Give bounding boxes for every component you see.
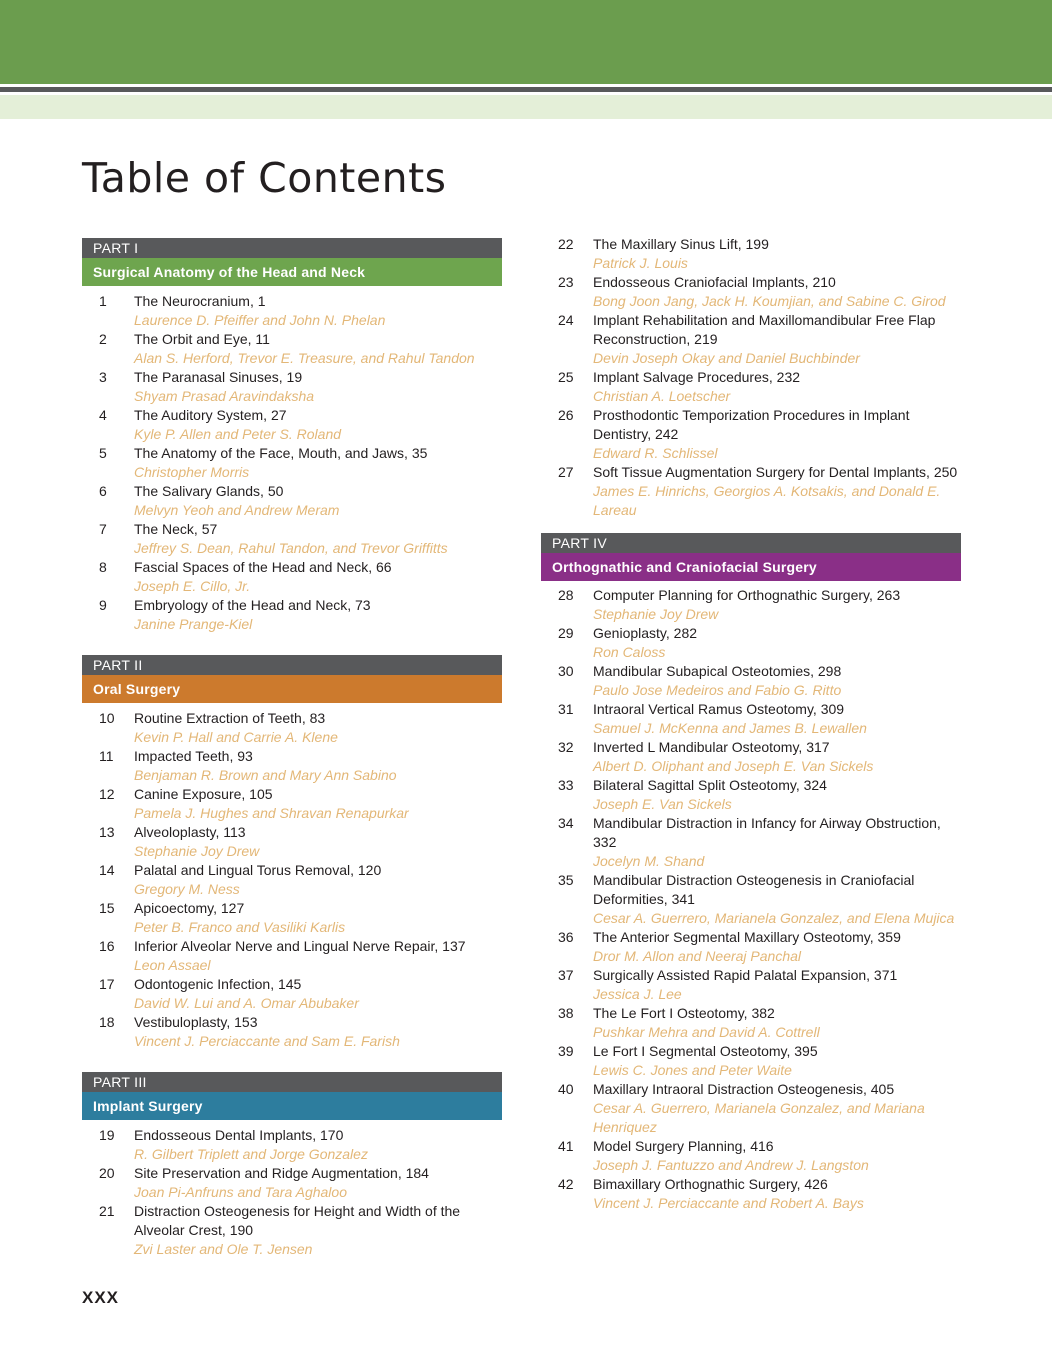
part-2-header	[82, 655, 502, 703]
chapter-number: 31	[558, 701, 574, 717]
chapter-entry[interactable]	[82, 747, 502, 785]
chapter-authors: Janine Prange-Kiel	[134, 616, 253, 632]
chapter-entry[interactable]	[82, 520, 502, 558]
chapter-authors: Christian A. Loetscher	[593, 388, 731, 404]
chapter-entry[interactable]	[541, 1004, 961, 1042]
chapter-entry[interactable]	[82, 861, 502, 899]
chapter-authors: Ron Caloss	[593, 644, 666, 660]
part-1-label: PART I	[82, 238, 502, 258]
chapter-entry[interactable]	[541, 1042, 961, 1080]
chapter-number: 39	[558, 1043, 574, 1059]
chapter-number: 23	[558, 274, 574, 290]
chapter-authors: Joseph E. Van Sickels	[593, 796, 732, 812]
chapter-number: 18	[99, 1014, 115, 1030]
chapter-authors: Joan Pi-Anfruns and Tara Aghaloo	[134, 1184, 347, 1200]
chapter-title: Inferior Alveolar Nerve and Lingual Nerve Repair, 137	[134, 938, 466, 954]
chapter-number: 34	[558, 815, 574, 831]
chapter-number: 8	[99, 559, 107, 575]
chapter-authors: Patrick J. Louis	[593, 255, 688, 271]
part-1-chapter-list	[82, 292, 502, 634]
chapter-title: Canine Exposure, 105	[134, 786, 273, 802]
chapter-number: 25	[558, 369, 574, 385]
chapter-authors: R. Gilbert Triplett and Jorge Gonzalez	[134, 1146, 368, 1162]
chapter-title: Genioplasty, 282	[593, 625, 698, 641]
chapter-authors: Peter B. Franco and Vasiliki Karlis	[134, 919, 346, 935]
chapter-title: The Le Fort I Osteotomy, 382	[593, 1005, 775, 1021]
chapter-title: Mandibular Distraction in Infancy for Airway Obstruction, 332	[593, 815, 941, 850]
chapter-entry[interactable]	[541, 871, 961, 928]
chapter-authors: Pamela J. Hughes and Shravan Renapurkar	[134, 805, 409, 821]
chapter-number: 15	[99, 900, 115, 916]
chapter-authors: Jessica J. Lee	[593, 986, 682, 1002]
chapter-entry[interactable]	[541, 776, 961, 814]
chapter-entry[interactable]	[541, 928, 961, 966]
page-title: Table of Contents	[82, 154, 447, 202]
chapter-title: Mandibular Distraction Osteogenesis in Craniofacial Deformities, 341	[593, 872, 915, 907]
chapter-entry[interactable]	[541, 1175, 961, 1213]
part-3-continued-chapter-list	[541, 235, 961, 520]
chapter-entry[interactable]	[82, 975, 502, 1013]
chapter-authors: David W. Lui and A. Omar Abubaker	[134, 995, 359, 1011]
chapter-number: 2	[99, 331, 107, 347]
chapter-authors: Devin Joseph Okay and Daniel Buchbinder	[593, 350, 860, 366]
chapter-entry[interactable]	[541, 738, 961, 776]
chapter-entry[interactable]	[541, 463, 961, 520]
chapter-title: The Salivary Glands, 50	[134, 483, 284, 499]
part-2-chapter-list	[82, 709, 502, 1051]
chapter-title: Endosseous Craniofacial Implants, 210	[593, 274, 836, 290]
chapter-number: 33	[558, 777, 574, 793]
chapter-number: 12	[99, 786, 115, 802]
chapter-title: Vestibuloplasty, 153	[134, 1014, 258, 1030]
header-light-band	[0, 95, 1052, 119]
chapter-entry[interactable]	[541, 662, 961, 700]
chapter-title: Distraction Osteogenesis for Height and Width of the Alveolar Crest, 190	[134, 1203, 461, 1238]
chapter-entry[interactable]	[541, 273, 961, 311]
chapter-entry[interactable]	[541, 1080, 961, 1137]
part-3-header	[82, 1072, 502, 1120]
chapter-number: 16	[99, 938, 115, 954]
chapter-authors: Melvyn Yeoh and Andrew Meram	[134, 502, 340, 518]
chapter-number: 35	[558, 872, 574, 888]
chapter-title: The Auditory System, 27	[134, 407, 287, 423]
chapter-entry[interactable]	[82, 1202, 502, 1259]
right-column	[541, 235, 961, 1213]
part-3-title: Implant Surgery	[82, 1092, 502, 1120]
chapter-entry[interactable]	[82, 292, 502, 330]
part-2-title: Oral Surgery	[82, 675, 502, 703]
chapter-title: Palatal and Lingual Torus Removal, 120	[134, 862, 382, 878]
chapter-number: 30	[558, 663, 574, 679]
chapter-entry[interactable]	[541, 966, 961, 1004]
chapter-entry[interactable]	[82, 330, 502, 368]
chapter-number: 3	[99, 369, 107, 385]
chapter-authors: Christopher Morris	[134, 464, 250, 480]
chapter-authors: Lewis C. Jones and Peter Waite	[593, 1062, 792, 1078]
chapter-number: 14	[99, 862, 115, 878]
part-4-title: Orthognathic and Craniofacial Surgery	[541, 553, 961, 581]
chapter-number: 37	[558, 967, 574, 983]
chapter-number: 24	[558, 312, 574, 328]
chapter-entry[interactable]	[82, 406, 502, 444]
chapter-number: 26	[558, 407, 574, 423]
chapter-authors: Vincent J. Perciaccante and Robert A. Bays	[593, 1195, 864, 1211]
header-green-band	[0, 0, 1052, 84]
chapter-entry[interactable]	[541, 368, 961, 406]
chapter-title: Surgically Assisted Rapid Palatal Expansion, 371	[593, 967, 898, 983]
chapter-entry[interactable]	[541, 586, 961, 624]
chapter-number: 36	[558, 929, 574, 945]
chapter-title: The Paranasal Sinuses, 19	[134, 369, 303, 385]
chapter-entry[interactable]	[541, 1137, 961, 1175]
chapter-number: 40	[558, 1081, 574, 1097]
chapter-number: 20	[99, 1165, 115, 1181]
chapter-entry[interactable]	[82, 558, 502, 596]
chapter-title: The Orbit and Eye, 11	[134, 331, 270, 347]
chapter-authors: Leon Assael	[134, 957, 211, 973]
chapter-authors: Alan S. Herford, Trevor E. Treasure, and Rahul Tandon	[134, 350, 475, 366]
part-1-title: Surgical Anatomy of the Head and Neck	[82, 258, 502, 286]
chapter-authors: Joseph J. Fantuzzo and Andrew J. Langston	[593, 1157, 869, 1173]
chapter-title: Impacted Teeth, 93	[134, 748, 253, 764]
part-4-label: PART IV	[541, 533, 961, 553]
header-gray-rule	[0, 87, 1052, 92]
chapter-title: Inverted L Mandibular Osteotomy, 317	[593, 739, 830, 755]
chapter-authors: Kyle P. Allen and Peter S. Roland	[134, 426, 342, 442]
chapter-entry[interactable]	[541, 700, 961, 738]
chapter-entry[interactable]	[82, 709, 502, 747]
chapter-title: Bilateral Sagittal Split Osteotomy, 324	[593, 777, 827, 793]
chapter-entry[interactable]	[82, 444, 502, 482]
chapter-title: Odontogenic Infection, 145	[134, 976, 302, 992]
chapter-entry[interactable]	[82, 785, 502, 823]
chapter-number: 27	[558, 464, 574, 480]
chapter-number: 1	[99, 293, 107, 309]
chapter-title: Implant Salvage Procedures, 232	[593, 369, 801, 385]
chapter-number: 6	[99, 483, 107, 499]
chapter-entry[interactable]	[82, 482, 502, 520]
chapter-entry[interactable]	[82, 368, 502, 406]
part-2-label: PART II	[82, 655, 502, 675]
chapter-title: Implant Rehabilitation and Maxillomandibular Free Flap Reconstruction, 219	[593, 312, 936, 347]
chapter-authors: Dror M. Allon and Neeraj Panchal	[593, 948, 802, 964]
chapter-authors: Stephanie Joy Drew	[593, 606, 719, 622]
part-4-chapter-list	[541, 586, 961, 1213]
chapter-title: The Neurocranium, 1	[134, 293, 266, 309]
part-3-label: PART III	[82, 1072, 502, 1092]
part-3-chapter-list	[82, 1126, 502, 1259]
chapter-number: 38	[558, 1005, 574, 1021]
part-1-header	[82, 238, 502, 286]
chapter-title: Endosseous Dental Implants, 170	[134, 1127, 344, 1143]
chapter-title: The Anterior Segmental Maxillary Osteotomy, 359	[593, 929, 901, 945]
chapter-authors: Shyam Prasad Aravindaksha	[134, 388, 315, 404]
chapter-authors: Paulo Jose Medeiros and Fabio G. Ritto	[593, 682, 842, 698]
chapter-title: The Neck, 57	[134, 521, 218, 537]
chapter-authors: Bong Joon Jang, Jack H. Koumjian, and Sabine C. Girod	[593, 293, 946, 309]
chapter-authors: Cesar A. Guerrero, Marianela Gonzalez, and Elena Mujica	[593, 910, 955, 926]
chapter-number: 7	[99, 521, 107, 537]
chapter-authors: Vincent J. Perciaccante and Sam E. Farish	[134, 1033, 400, 1049]
chapter-number: 29	[558, 625, 574, 641]
chapter-title: Maxillary Intraoral Distraction Osteogenesis, 405	[593, 1081, 895, 1097]
chapter-number: 5	[99, 445, 107, 461]
chapter-number: 41	[558, 1138, 574, 1154]
chapter-number: 11	[99, 748, 114, 764]
chapter-entry[interactable]	[82, 596, 502, 634]
chapter-authors: Zvi Laster and Ole T. Jensen	[134, 1241, 313, 1257]
chapter-number: 10	[99, 710, 115, 726]
chapter-authors: Gregory M. Ness	[134, 881, 240, 897]
chapter-number: 28	[558, 587, 574, 603]
chapter-authors: Stephanie Joy Drew	[134, 843, 260, 859]
chapter-entry[interactable]	[541, 624, 961, 662]
chapter-title: Intraoral Vertical Ramus Osteotomy, 309	[593, 701, 845, 717]
chapter-authors: James E. Hinrichs, Georgios A. Kotsakis, and Donald E. Lareau	[593, 483, 941, 518]
chapter-number: 4	[99, 407, 107, 423]
chapter-entry[interactable]	[541, 311, 961, 368]
chapter-authors: Samuel J. McKenna and James B. Lewallen	[593, 720, 867, 736]
chapter-title: Alveoloplasty, 113	[134, 824, 246, 840]
chapter-authors: Kevin P. Hall and Carrie A. Klene	[134, 729, 338, 745]
chapter-title: Embryology of the Head and Neck, 73	[134, 597, 371, 613]
chapter-authors: Albert D. Oliphant and Joseph E. Van Sickels	[593, 758, 874, 774]
chapter-number: 21	[99, 1203, 115, 1219]
chapter-number: 13	[99, 824, 115, 840]
chapter-authors: Benjaman R. Brown and Mary Ann Sabino	[134, 767, 397, 783]
chapter-authors: Cesar A. Guerrero, Marianela Gonzalez, and Mariana Henriquez	[593, 1100, 925, 1135]
chapter-number: 42	[558, 1176, 574, 1192]
chapter-title: Mandibular Subapical Osteotomies, 298	[593, 663, 842, 679]
chapter-authors: Jeffrey S. Dean, Rahul Tandon, and Trevor Griffitts	[134, 540, 448, 556]
chapter-title: Computer Planning for Orthognathic Surgery, 263	[593, 587, 901, 603]
chapter-title: The Anatomy of the Face, Mouth, and Jaws, 35	[134, 445, 428, 461]
chapter-entry[interactable]	[82, 937, 502, 975]
chapter-authors: Joseph E. Cillo, Jr.	[134, 578, 251, 594]
chapter-authors: Edward R. Schlissel	[593, 445, 718, 461]
chapter-entry[interactable]	[82, 1164, 502, 1202]
chapter-title: Prosthodontic Temporization Procedures in Implant Dentistry, 242	[593, 407, 910, 442]
chapter-entry[interactable]	[82, 1013, 502, 1051]
chapter-entry[interactable]	[541, 406, 961, 463]
chapter-title: Model Surgery Planning, 416	[593, 1138, 774, 1154]
left-column	[82, 238, 502, 1259]
chapter-authors: Pushkar Mehra and David A. Cottrell	[593, 1024, 820, 1040]
chapter-title: Bimaxillary Orthognathic Surgery, 426	[593, 1176, 828, 1192]
chapter-title: Le Fort I Segmental Osteotomy, 395	[593, 1043, 818, 1059]
chapter-title: The Maxillary Sinus Lift, 199	[593, 236, 769, 252]
chapter-title: Site Preservation and Ridge Augmentation, 184	[134, 1165, 429, 1181]
chapter-number: 19	[99, 1127, 115, 1143]
chapter-authors: Jocelyn M. Shand	[593, 853, 705, 869]
chapter-entry[interactable]	[541, 814, 961, 871]
chapter-title: Fascial Spaces of the Head and Neck, 66	[134, 559, 392, 575]
chapter-entry[interactable]	[82, 823, 502, 861]
chapter-number: 32	[558, 739, 574, 755]
chapter-authors: Laurence D. Pfeiffer and John N. Phelan	[134, 312, 386, 328]
chapter-number: 9	[99, 597, 107, 613]
chapter-entry[interactable]	[82, 899, 502, 937]
page-folio: XXX	[82, 1288, 120, 1307]
chapter-number: 22	[558, 236, 574, 252]
part-4-header	[541, 533, 961, 581]
chapter-entry[interactable]	[541, 235, 961, 273]
chapter-title: Routine Extraction of Teeth, 83	[134, 710, 326, 726]
chapter-number: 17	[99, 976, 115, 992]
chapter-title: Apicoectomy, 127	[134, 900, 245, 916]
chapter-title: Soft Tissue Augmentation Surgery for Dental Implants, 250	[593, 464, 958, 480]
chapter-entry[interactable]	[82, 1126, 502, 1164]
